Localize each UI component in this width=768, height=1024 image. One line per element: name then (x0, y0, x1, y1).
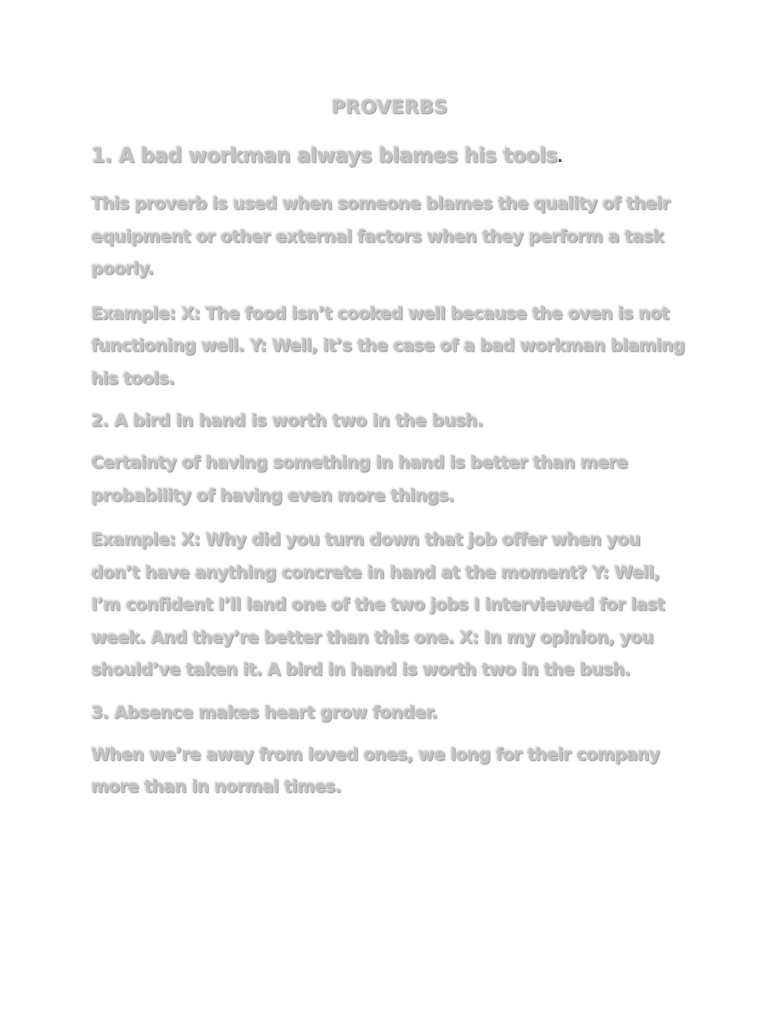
section-2-definition: Certainty of having something in hand is better than mere probability of having even more things. (91, 453, 628, 506)
section-1-example: Example: X: The food isn’t cooked well because the oven is not functioning well. Y: Well, it’s the case of a bad workman blaming his tools. (91, 303, 685, 389)
section-1-heading-period: . (557, 148, 563, 166)
section-3-definition: When we’re away from loved ones, we long for their company more than in normal times. (91, 744, 660, 797)
section-1-definition: This proverb is used when someone blames the quality of their equipment or other external factors when they perform a task poorly. (91, 194, 670, 279)
page-title: PROVERBS (331, 96, 448, 118)
section-2-example: Example: X: Why did you turn down that job offer when you don’t have anything concrete in hand at the moment? Y: Well, I’m confident I’ll land one of the two jobs I interviewed for last week. And they’re better than this one. X: In my opinion, you should’ve taken it. A bird in hand is worth two in the bush. (91, 530, 665, 680)
section-3-heading: 3. Absence makes heart grow fonder. (91, 702, 438, 723)
section-2-heading: 2. A bird in hand is worth two in the bush. (91, 411, 484, 431)
section-1-heading (91, 140, 688, 172)
section-1-heading-text: 1. A bad workman always blames his tools (91, 143, 558, 167)
